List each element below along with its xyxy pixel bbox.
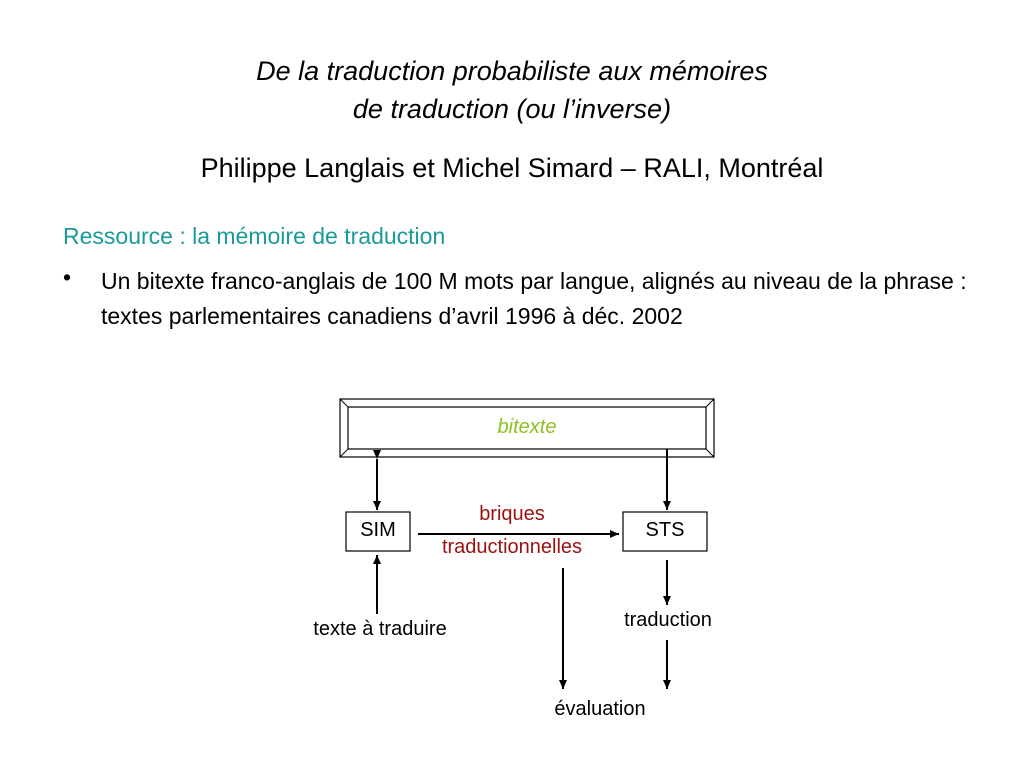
slide-subtitle-authors: Philippe Langlais et Michel Simard – RALI, Montréal bbox=[200, 153, 824, 183]
bullet-marker: • bbox=[63, 264, 72, 290]
bullet-text: Un bitexte franco-anglais de 100 M mots par langue, alignés au niveau de la phrase : textes parlementaires canadiens d’avril 1996 à déc. 2002 bbox=[101, 268, 967, 329]
evaluation-label: évaluation bbox=[554, 698, 646, 720]
slide-title-line-1: De la traduction probabiliste aux mémoires bbox=[256, 56, 768, 86]
briques-label-line-2: traductionnelles bbox=[441, 536, 583, 558]
input-text-label: texte à traduire bbox=[313, 618, 447, 640]
sts-label: STS bbox=[645, 519, 685, 541]
sim-label: SIM bbox=[360, 519, 396, 541]
bitexte-label: bitexte bbox=[497, 416, 557, 438]
traduction-label: traduction bbox=[624, 609, 712, 631]
briques-label-line-1: briques bbox=[479, 503, 545, 525]
section-heading: Ressource : la mémoire de traduction bbox=[63, 223, 446, 249]
slide-title-line-2: de traduction (ou l’inverse) bbox=[352, 94, 672, 124]
